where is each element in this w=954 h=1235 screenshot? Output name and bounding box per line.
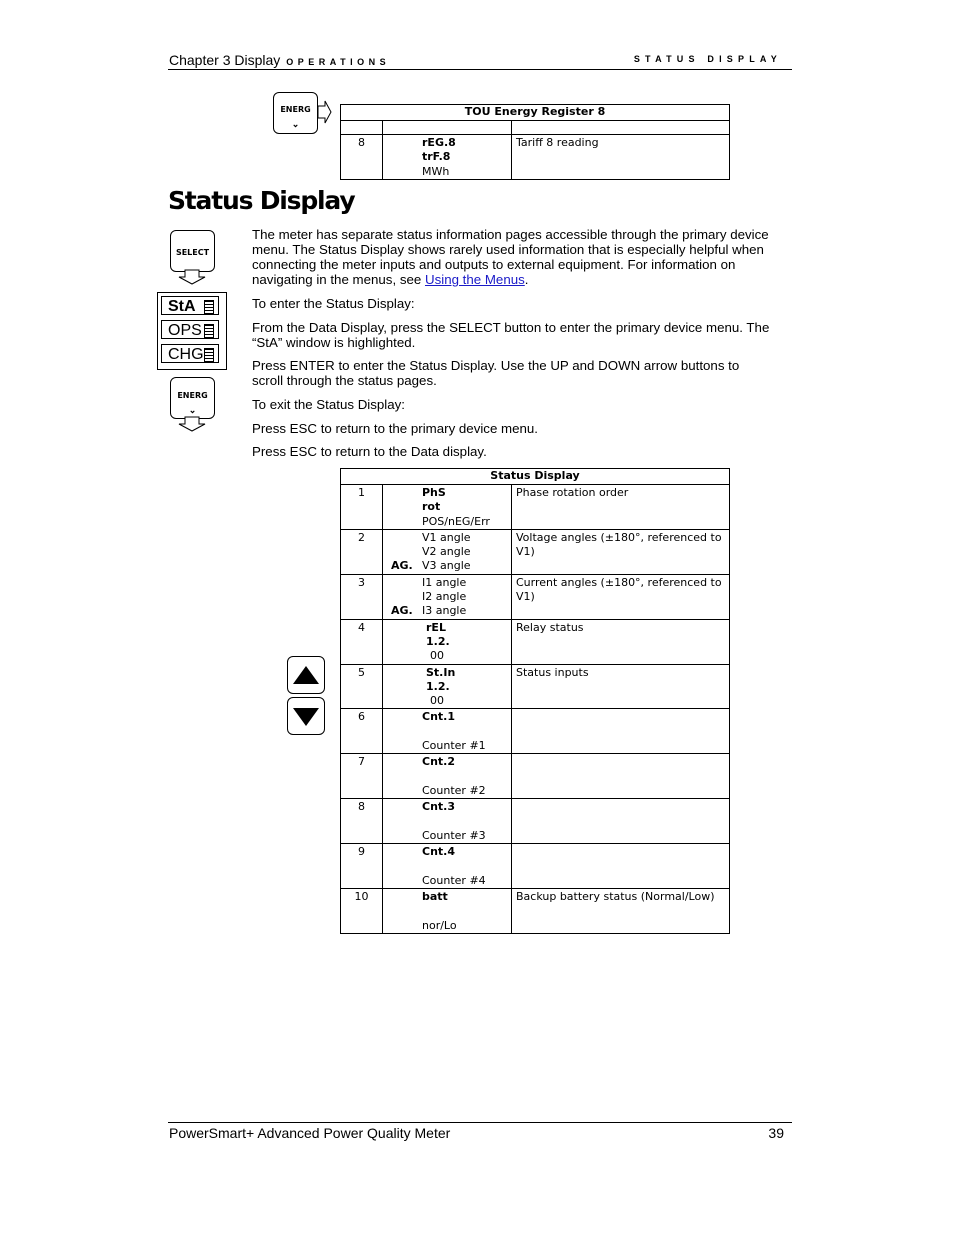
- display-cell: [383, 619, 512, 664]
- up-arrow-key-icon: [287, 656, 325, 694]
- energ-key-label: ENERG: [177, 391, 208, 400]
- select-key-icon: [170, 230, 215, 272]
- chapter-caps: OPERATIONS: [286, 57, 391, 67]
- table-row: [341, 709, 730, 754]
- row-number: 10: [341, 889, 383, 934]
- lcd-row-sta: [161, 296, 219, 315]
- down-arrow-icon: [176, 416, 208, 432]
- lcd-menu-display: [157, 292, 227, 370]
- intro-end: .: [524, 272, 529, 287]
- chevron-down-icon: ⌄: [188, 405, 197, 415]
- display-line: Counter #3: [422, 828, 486, 842]
- row-number: 6: [341, 709, 383, 754]
- down-arrow-key-icon: [287, 697, 325, 735]
- display-line: 1.2.: [426, 634, 450, 648]
- display-line: 00: [430, 649, 444, 663]
- display-line: [422, 725, 511, 739]
- triangle-down-icon: [288, 698, 324, 734]
- display-cell: [383, 135, 512, 180]
- display-line: rEL: [426, 620, 446, 634]
- enter-step-1: From the Data Display, press the SELECT button to enter the primary device menu. The “StA” window is highlighted.: [252, 320, 770, 350]
- display-line: Cnt.1: [422, 710, 455, 724]
- display-line: 00: [430, 694, 444, 708]
- table-row: [341, 799, 730, 844]
- display-cell: [383, 529, 512, 574]
- row-number: 2: [341, 529, 383, 574]
- chapter-text: Chapter 3 Display: [169, 52, 281, 68]
- exit-step-1: Press ESC to return to the primary device menu.: [252, 421, 538, 436]
- row-description: Tariff 8 reading: [512, 135, 730, 180]
- display-cell: [383, 889, 512, 934]
- display-line: Cnt.4: [422, 845, 455, 859]
- lcd-row-label: CHG: [168, 346, 204, 363]
- row-number: 9: [341, 844, 383, 889]
- display-line: rot: [422, 500, 441, 514]
- row-description: Current angles (±180°, referenced to V1): [512, 574, 730, 619]
- display-line: I3 angle: [422, 604, 467, 618]
- angle-prefix-label: AG.: [391, 559, 413, 573]
- lcd-row-label: StA: [168, 298, 196, 315]
- table-row: [341, 485, 730, 530]
- status-table-title: Status Display: [341, 469, 730, 485]
- selection-bar-icon: [204, 348, 214, 363]
- page-header: [168, 52, 792, 70]
- energ-key-label: ENERG: [280, 105, 311, 114]
- row-description: Phase rotation order: [512, 485, 730, 530]
- row-description: [512, 799, 730, 844]
- display-cell: [383, 799, 512, 844]
- display-line: PhS: [422, 486, 446, 499]
- row-number: 1: [341, 485, 383, 530]
- lcd-row-chg: [161, 344, 219, 363]
- row-description: Voltage angles (±180°, referenced to V1): [512, 529, 730, 574]
- display-line: MWh: [422, 164, 450, 178]
- row-description: [512, 709, 730, 754]
- row-number: 8: [341, 799, 383, 844]
- row-number: 5: [341, 664, 383, 709]
- row-number: 8: [341, 135, 383, 180]
- display-line: batt: [422, 890, 448, 904]
- display-line: St.In: [426, 665, 456, 679]
- using-menus-link[interactable]: Using the Menus: [424, 272, 525, 287]
- footer-title: PowerSmart+ Advanced Power Quality Meter: [169, 1125, 451, 1141]
- intro-paragraph: [252, 227, 772, 287]
- section-label: STATUS DISPLAY: [633, 54, 782, 64]
- display-line: Counter #2: [422, 783, 486, 797]
- display-cell: [383, 844, 512, 889]
- display-line: V1 angle: [422, 530, 471, 544]
- display-line: [422, 904, 511, 918]
- display-line: [422, 815, 511, 829]
- table-row: [341, 135, 730, 180]
- display-line: [422, 859, 511, 873]
- page-number: 39: [768, 1125, 784, 1141]
- exit-heading: To exit the Status Display:: [252, 397, 405, 412]
- exit-step-2: Press ESC to return to the Data display.: [252, 444, 487, 459]
- display-line: nor/Lo: [422, 918, 457, 932]
- table-row: [341, 844, 730, 889]
- display-cell: [383, 574, 512, 619]
- status-table-body: [341, 485, 730, 934]
- row-description: [512, 844, 730, 889]
- right-arrow-icon: [317, 100, 333, 124]
- row-description: [512, 754, 730, 799]
- selection-bar-icon: [204, 324, 214, 339]
- row-number: 3: [341, 574, 383, 619]
- display-line: V3 angle: [422, 559, 471, 573]
- display-line: rEG.8: [422, 136, 456, 149]
- display-cell: [383, 485, 512, 530]
- display-cell: [383, 664, 512, 709]
- selection-bar-icon: [204, 300, 214, 315]
- table-row: [341, 889, 730, 934]
- row-description: Status inputs: [512, 664, 730, 709]
- tou-energy-table: [340, 104, 730, 180]
- display-line: I1 angle: [422, 575, 467, 589]
- chapter-label: [169, 52, 390, 68]
- energ-key-icon: [170, 377, 215, 419]
- display-line: [422, 770, 511, 784]
- table-row: [341, 754, 730, 799]
- table-row: [341, 664, 730, 709]
- section-title: Status Display: [168, 186, 355, 215]
- triangle-up-icon: [288, 657, 324, 693]
- lcd-row-label: OPS: [168, 322, 202, 339]
- display-line: Cnt.3: [422, 800, 455, 814]
- display-line: Cnt.2: [422, 755, 455, 769]
- row-number: 4: [341, 619, 383, 664]
- table-row: [341, 574, 730, 619]
- table-row: [341, 529, 730, 574]
- table-row: [341, 619, 730, 664]
- display-line: V2 angle: [422, 545, 471, 559]
- display-line: Counter #1: [422, 739, 486, 753]
- display-cell: [383, 709, 512, 754]
- down-arrow-icon: [176, 269, 208, 285]
- display-line: Counter #4: [422, 873, 486, 887]
- row-description: Backup battery status (Normal/Low): [512, 889, 730, 934]
- status-display-table: [340, 468, 730, 934]
- select-key-label: SELECT: [175, 248, 210, 257]
- display-line: trF.8: [422, 150, 451, 164]
- enter-heading: To enter the Status Display:: [252, 296, 415, 311]
- display-line: I2 angle: [422, 590, 467, 604]
- energ-key-icon: [273, 92, 318, 134]
- display-line: 1.2.: [426, 679, 450, 693]
- row-number: 7: [341, 754, 383, 799]
- display-line: POS/nEG/Err: [422, 514, 490, 528]
- angle-prefix-label: AG.: [391, 604, 413, 618]
- enter-step-2: Press ENTER to enter the Status Display. Use the UP and DOWN arrow buttons to scroll through the status pages.: [252, 358, 740, 388]
- lcd-row-ops: [161, 320, 219, 339]
- chevron-down-icon: ⌄: [291, 119, 300, 129]
- tou-table-title: TOU Energy Register 8: [341, 105, 730, 121]
- page-footer: [168, 1122, 792, 1141]
- row-description: Relay status: [512, 619, 730, 664]
- display-cell: [383, 754, 512, 799]
- intro-text: The meter has separate status information pages accessible through the primary device menu. The Status Display shows rarely used information that is especially helpful when connecting the meter inputs and outputs to external equipment. For information on navigating in the menus, see: [252, 227, 769, 287]
